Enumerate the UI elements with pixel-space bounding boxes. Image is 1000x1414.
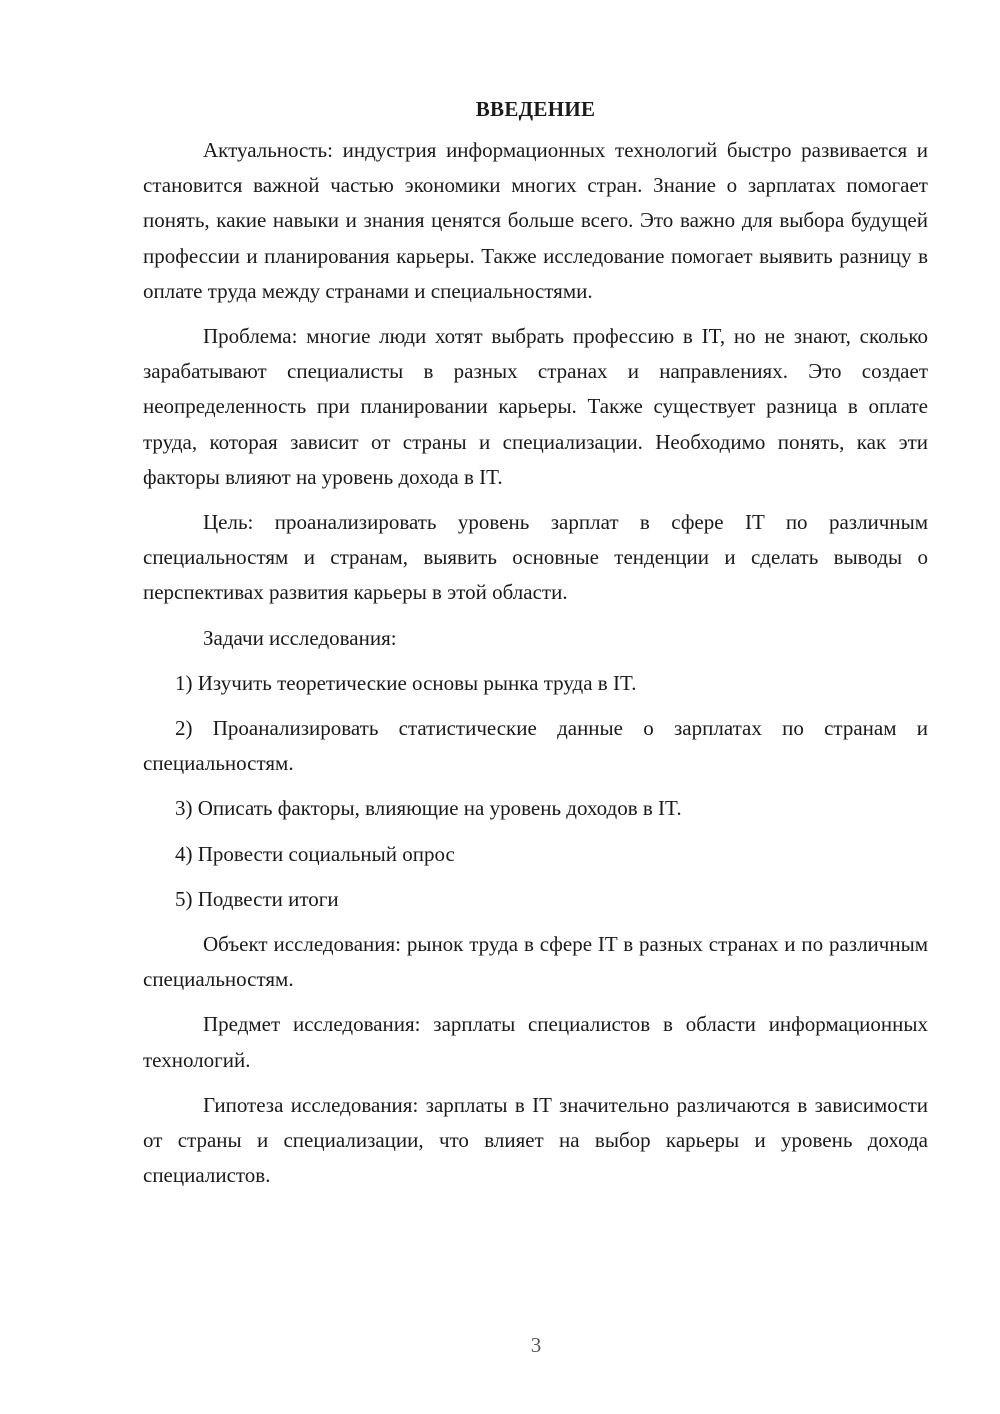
task-item: 2) Проанализировать статистические данные о зарплатах по странам и специальностям. [143, 716, 928, 776]
page-number: 3 [530, 1333, 542, 1357]
task-item: 1) Изучить теоретические основы рынка труда в IT. [175, 670, 637, 695]
task-item: 3) Описать факторы, влияющие на уровень доходов в IT. [175, 796, 682, 821]
tasks-list [143, 666, 928, 917]
document-page [143, 92, 928, 1203]
paragraph-object: Объект исследования: рынок труда в сфере IT в разных странах и по различным специальностям. [143, 932, 928, 992]
paragraph-problem: Проблема: многие люди хотят выбрать профессию в IT, но не знают, сколько зарабатывают специалисты в разных странах и направлениях. Это создает неопределенность при планировании карьеры. Также существует разница в оплате труда, которая зависит от страны и специализации. Необходимо понять, как эти факторы влияют на уровень дохода в IT. [143, 324, 928, 489]
paragraph-subject: Предмет исследования: зарплаты специалистов в области информационных технологий. [143, 1012, 928, 1072]
task-item: 4) Провести социальный опрос [175, 841, 455, 866]
tasks-heading: Задачи исследования: [203, 625, 397, 650]
paragraph-hypothesis: Гипотеза исследования: зарплаты в IT значительно различаются в зависимости от страны и специализации, что влияет на выбор карьеры и уровень дохода специалистов. [143, 1092, 928, 1188]
section-title: ВВЕДЕНИЕ [475, 97, 596, 121]
paragraph-relevance: Актуальность: индустрия информационных технологий быстро развивается и становится важной частью экономики многих стран. Знание о зарплатах помогает понять, какие навыки и знания ценятся больше всего. Это важно для выбора будущей профессии и планирования карьеры. Также исследование помогает выявить разницу в оплате труда между странами и специальностями. [143, 138, 928, 303]
task-item: 5) Подвести итоги [175, 886, 339, 911]
paragraph-goal: Цель: проанализировать уровень зарплат в сфере IT по различным специальностям и странам, выявить основные тенденции и сделать выводы о перспективах развития карьеры в этой области. [143, 510, 928, 605]
